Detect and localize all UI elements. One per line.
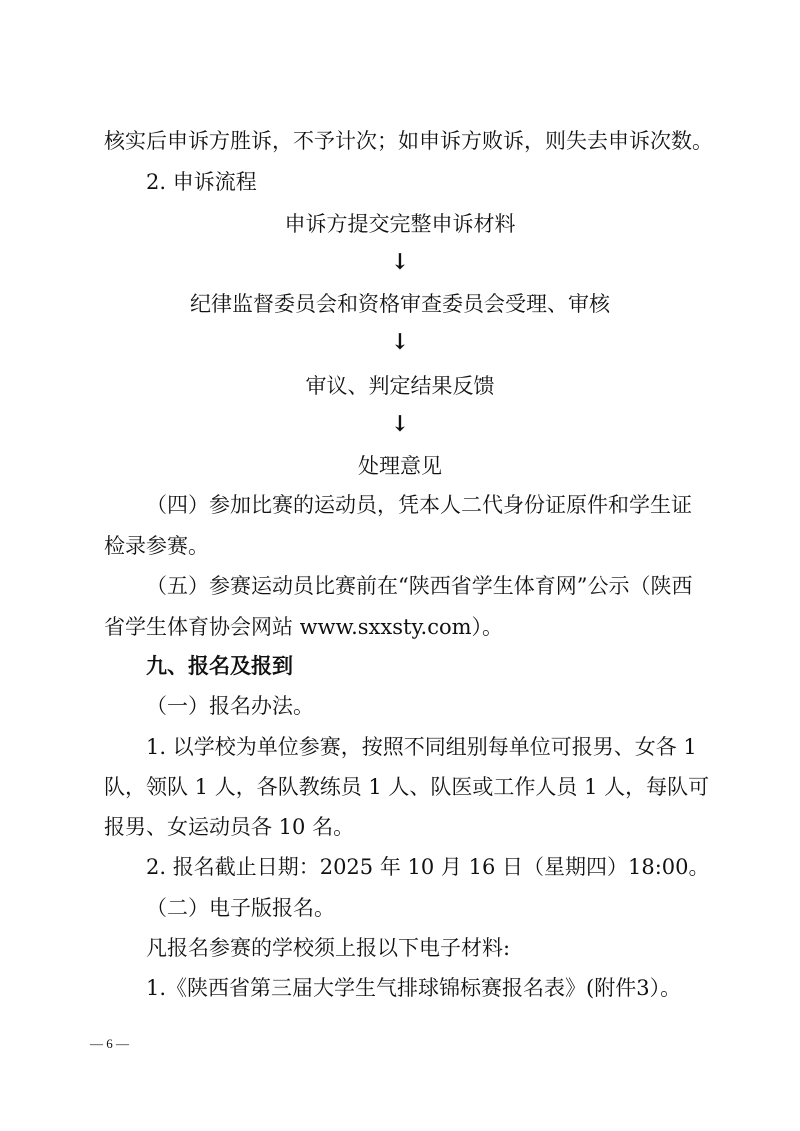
paragraph-appeal-result: 核实后申诉方胜诉，不予计次；如申诉方败诉，则失去申诉次数。	[104, 129, 713, 153]
item5-line1: （五）参赛运动员比赛前在“陕西省学生体育网”公示（陕西	[146, 574, 693, 598]
down-arrow-icon: ↓	[390, 249, 410, 275]
item4-line2: 检录参赛。	[104, 534, 209, 558]
sub1-p1-line3: 报男、女运动员各 10 名。	[104, 815, 355, 839]
page-number: — 6 —	[90, 1036, 129, 1051]
item4-line1: （四）参加比赛的运动员，凭本人二代身份证原件和学生证	[146, 493, 692, 517]
sub1-p1-line2: 队，领队 1 人，各队教练员 1 人、队医或工作人员 1 人，每队可	[104, 775, 710, 799]
sub1-title: （一）报名办法。	[146, 694, 314, 718]
sub1-p1-line1: 1. 以学校为单位参赛，按照不同组别每单位可报男、女各 1	[146, 735, 697, 759]
sub2-intro: 凡报名参赛的学校须上报以下电子材料:	[146, 936, 511, 960]
flow-step-submit: 申诉方提交完整申诉材料	[284, 212, 516, 236]
flow-step-review: 纪律监督委员会和资格审查委员会受理、审核	[190, 292, 610, 316]
down-arrow-icon: ↓	[390, 329, 410, 355]
down-arrow-icon: ↓	[390, 411, 410, 437]
appeal-process-heading: 2. 申诉流程	[146, 170, 257, 194]
sub1-p2: 2. 报名截止日期：2025 年 10 月 16 日（星期四）18:00。	[146, 855, 710, 879]
item5-line2: 省学生体育协会网站 www.sxxsty.com）。	[104, 615, 504, 639]
sub2-item1: 1.《陕西省第三届大学生气排球锦标赛报名表》(附件3）。	[146, 976, 682, 1000]
flow-step-opinion: 处理意见	[358, 454, 442, 478]
sub2-title: （二）电子版报名。	[146, 896, 335, 920]
section9-title: 九、报名及报到	[146, 653, 293, 678]
flow-step-feedback: 审议、判定结果反馈	[305, 374, 495, 398]
